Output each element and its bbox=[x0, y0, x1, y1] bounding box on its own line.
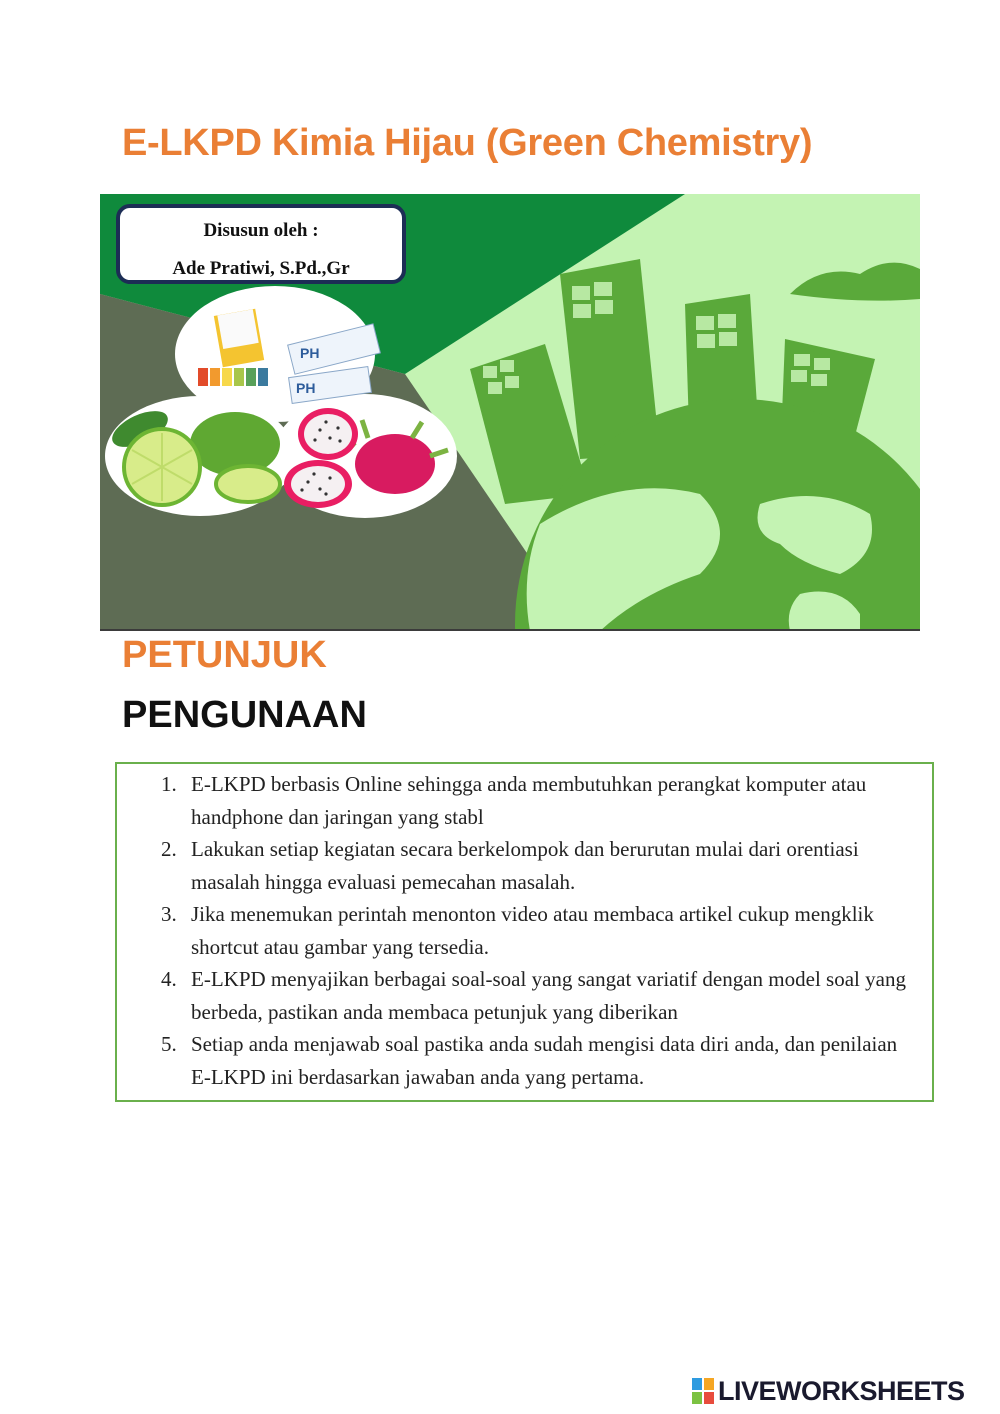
instruction-text: E-LKPD menyajikan berbagai soal-soal yang sangat variatif dengan model soal yang berbeda, pastikan anda membaca petunjuk yang diberikan bbox=[191, 967, 906, 1024]
instructions-box bbox=[115, 762, 934, 1102]
liveworksheets-brand: LIVEWORKSHEETS bbox=[718, 1375, 965, 1406]
author-card bbox=[116, 204, 406, 284]
section-heading-line1: PETUNJUK bbox=[122, 634, 327, 676]
instruction-item bbox=[161, 1028, 914, 1093]
instruction-item bbox=[161, 898, 914, 963]
instruction-number: 3. bbox=[161, 902, 177, 926]
instruction-text: Jika menemukan perintah menonton video atau membaca artikel cukup mengklik shortcut atau gambar yang tersedia. bbox=[191, 902, 874, 959]
author-label: Disusun oleh : bbox=[203, 220, 319, 241]
liveworksheets-icon bbox=[692, 1378, 714, 1404]
cover-banner bbox=[100, 194, 920, 631]
instruction-item bbox=[161, 768, 914, 833]
section-heading-line2: PENGUNAAN bbox=[122, 694, 367, 736]
instruction-number: 4. bbox=[161, 967, 177, 991]
instructions-list bbox=[161, 768, 914, 1093]
banner-divider bbox=[100, 629, 920, 631]
instruction-text: Lakukan setiap kegiatan secara berkelompok dan berurutan mulai dari orentiasi masalah hingga evaluasi pemecahan masalah. bbox=[191, 837, 859, 894]
instruction-item bbox=[161, 833, 914, 898]
instruction-text: E-LKPD berbasis Online sehingga anda membutuhkan perangkat komputer atau handphone dan jaringan yang stabl bbox=[191, 772, 867, 829]
instruction-text: Setiap anda menjawab soal pastika anda sudah mengisi data diri anda, dan penilaian E-LKPD ini berdasarkan jawaban anda yang pertama. bbox=[191, 1032, 898, 1089]
instruction-number: 5. bbox=[161, 1032, 177, 1056]
instruction-number: 2. bbox=[161, 837, 177, 861]
author-name: Ade Pratiwi, S.Pd.,Gr bbox=[172, 258, 350, 279]
liveworksheets-logo[interactable] bbox=[692, 1374, 965, 1408]
instruction-item bbox=[161, 963, 914, 1028]
ph-label-1: PH bbox=[300, 345, 320, 361]
page-title: E-LKPD Kimia Hijau (Green Chemistry) bbox=[122, 122, 813, 164]
ph-label-2: PH bbox=[296, 380, 316, 396]
instruction-number: 1. bbox=[161, 772, 177, 796]
